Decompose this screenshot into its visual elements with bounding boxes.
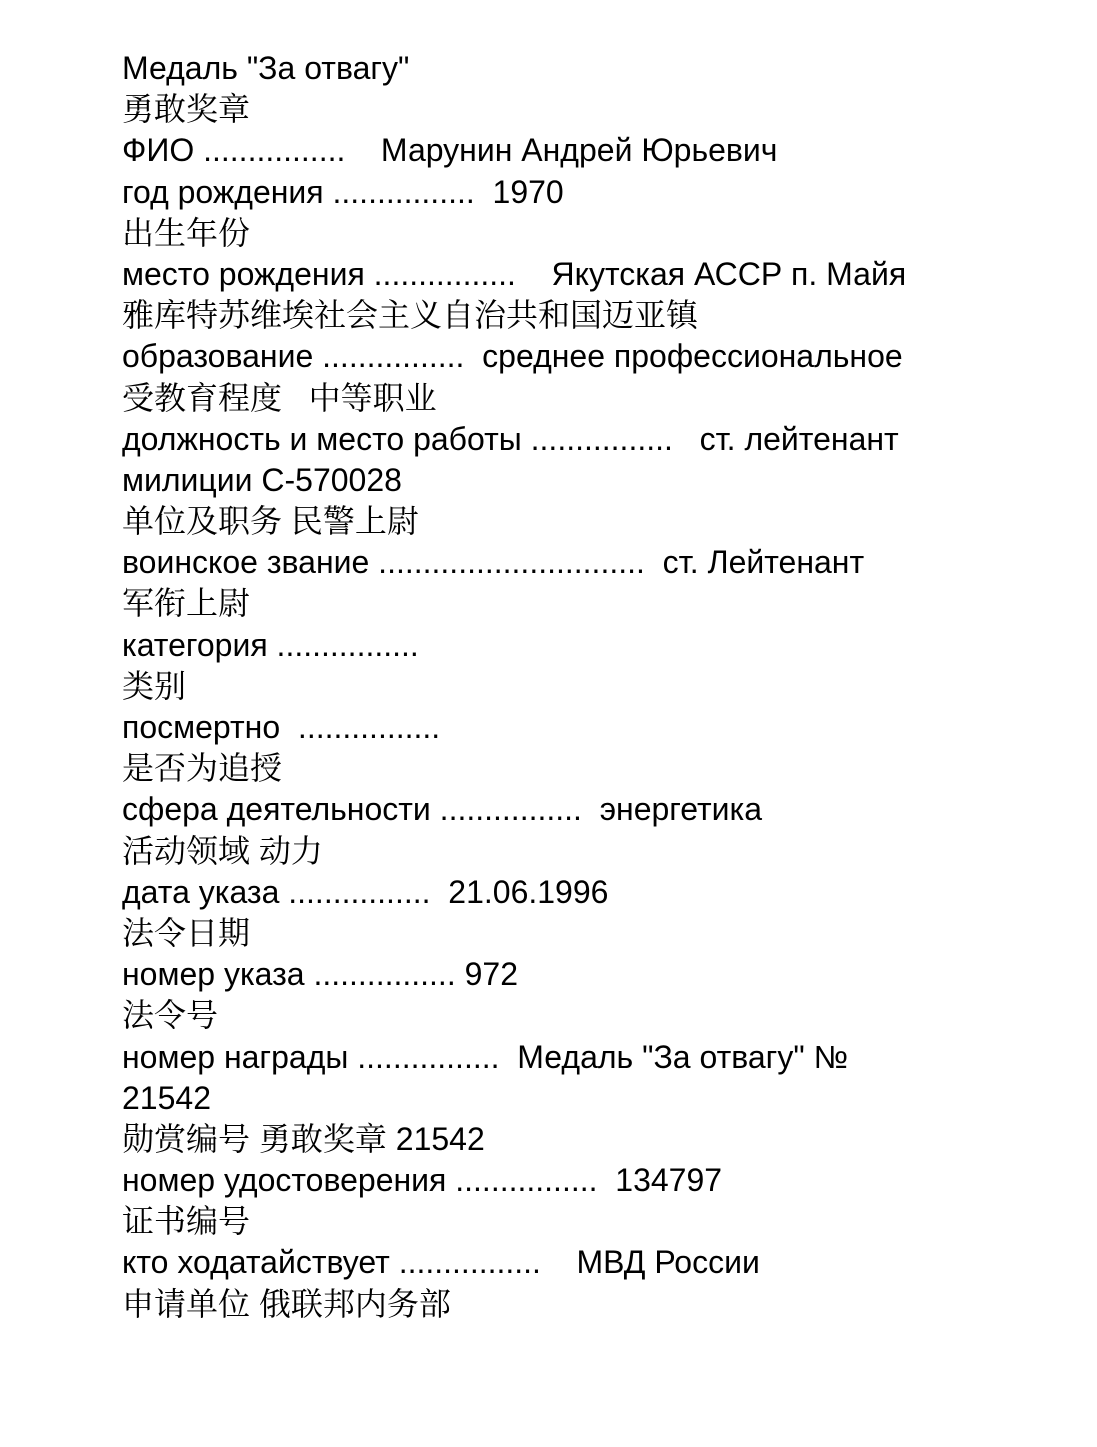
field-decree-number-translation: 法令号 (122, 997, 219, 1034)
field-birth-year: год рождения ................ 1970 (122, 173, 564, 210)
field-posthumous: посмертно ................ (122, 709, 441, 745)
field-decree-date: дата указа ................ 21.06.1996 (122, 873, 609, 910)
field-birthplace: место рождения ................ Якутская АССР п. Майя (122, 255, 907, 292)
award-title-translation: 勇敢奖章 (122, 91, 251, 128)
field-award-number: номер награды ................ Медаль "За отвагу" № (122, 1038, 848, 1075)
document-body (122, 48, 1022, 1325)
field-category: категория ................ (122, 626, 419, 663)
field-birth-year-translation: 出生年份 (122, 214, 251, 251)
field-full-name: ФИО ................ Марунин Андрей Юрьевич (122, 132, 778, 169)
field-category-translation: 类别 (122, 667, 187, 704)
field-birthplace-translation: 雅库特苏维埃社会主义自治共和国迈亚镇 (122, 297, 699, 334)
field-position-continued: милиции С-570028 (122, 461, 402, 498)
field-position: должность и место работы ................ ст. лейтенант (122, 420, 899, 457)
field-position-translation: 单位及职务 民警上尉 (122, 503, 419, 540)
field-military-rank: воинское звание .............................. ст. Лейтенант (122, 544, 865, 581)
field-education: образование ................ среднее профессиональное (122, 338, 903, 375)
field-activity-sphere-translation: 活动领域 动力 (122, 832, 323, 869)
field-certificate-number-translation: 证书编号 (122, 1203, 251, 1240)
field-posthumous-translation: 是否为追授 (122, 750, 283, 787)
field-education-translation: 受教育程度 中等职业 (122, 379, 437, 416)
award-title: Медаль "За отвагу" (122, 50, 410, 86)
field-petitioner-translation: 申请单位 俄联邦内务部 (122, 1285, 451, 1322)
field-petitioner: кто ходатайствует ................ МВД России (122, 1244, 760, 1281)
field-award-number-translation: 勋赏编号 勇敢奖章 21542 (122, 1120, 485, 1157)
field-activity-sphere: сфера деятельности ................ энергетика (122, 791, 763, 828)
field-award-number-continued: 21542 (122, 1079, 211, 1116)
field-decree-number: номер указа ................ 972 (122, 956, 518, 993)
field-decree-date-translation: 法令日期 (122, 914, 251, 951)
field-military-rank-translation: 军衔上尉 (122, 585, 251, 622)
field-certificate-number: номер удостоверения ................ 134797 (122, 1162, 723, 1199)
